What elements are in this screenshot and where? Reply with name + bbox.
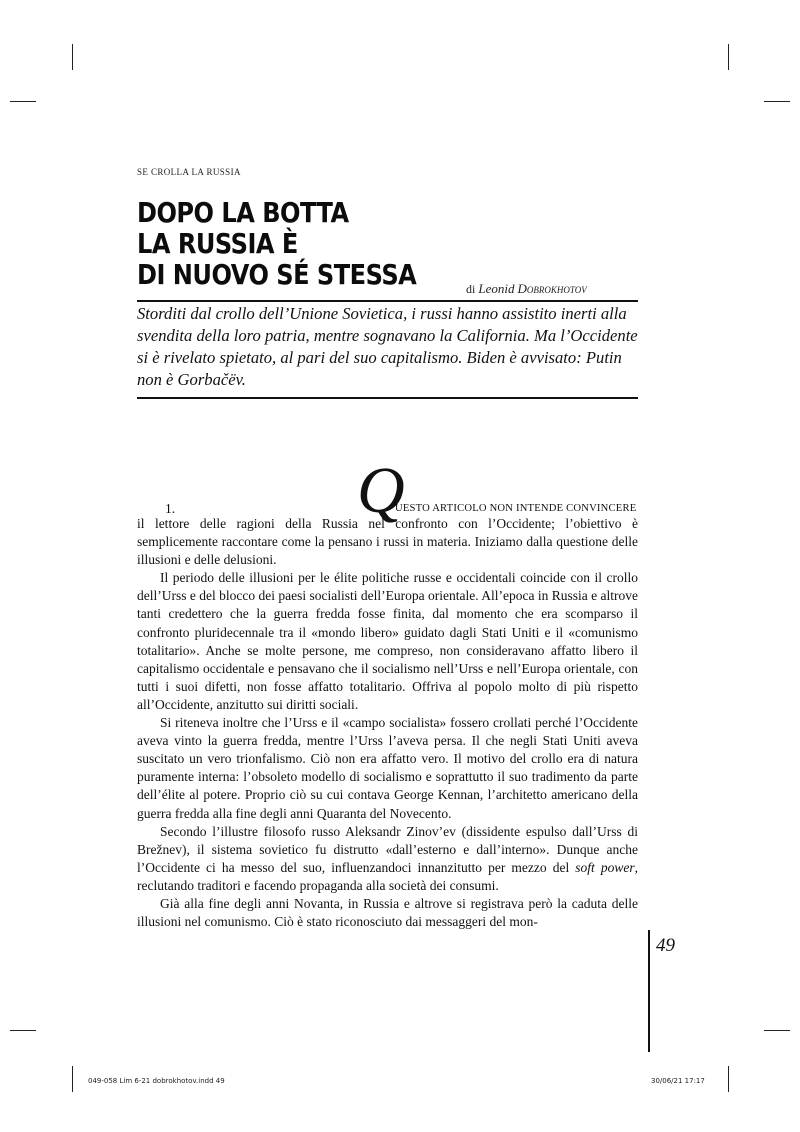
section-number: 1. xyxy=(165,501,176,516)
drop-cap: Q xyxy=(357,454,405,527)
section-label: SE CROLLA LA RUSSIA xyxy=(137,167,241,177)
body-text-run: Secondo l’illustre filosofo russo Aleksandr Zinov’ev (dissidente espulso dall’Urss di Brežnev), il sistema sovietico fu distrutto «dall’esterno e dall’interno». Dunque anche l’Occidente ci ha messo del suo, influenzandoci innanzitutto per mezzo del xyxy=(137,823,638,875)
file-slug: 049-058 Lim 6-21 dobrokhotov.indd 49 xyxy=(88,1077,225,1085)
body-text-run: , reclutando traditori e facendo propaganda alla società dei consumi. xyxy=(137,859,639,893)
title-line: DI NUOVO SÉ STESSA xyxy=(137,258,417,291)
title-line: DOPO LA BOTTA xyxy=(137,196,349,229)
crop-mark xyxy=(72,1066,73,1092)
crop-mark xyxy=(72,44,73,70)
body-paragraph: Già alla fine degli anni Novanta, in Russia e altrove si registrava però la caduta delle illusioni nel comunismo. Ciò è stato riconosciuto dai messaggeri del mon- xyxy=(137,895,638,930)
author-byline xyxy=(466,281,587,297)
emphasis-soft-power: soft power xyxy=(575,859,635,875)
crop-mark xyxy=(10,1030,36,1031)
lead-in-caps: UESTO ARTICOLO NON INTENDE CONVINCERE xyxy=(395,503,637,514)
crop-mark xyxy=(728,44,729,70)
page-number: 49 xyxy=(656,935,675,956)
page-side-rule xyxy=(648,930,650,1052)
crop-mark xyxy=(728,1066,729,1092)
author-first-name: Leonid xyxy=(478,281,515,296)
body-paragraph: Si riteneva inoltre che l’Urss e il «campo socialista» fossero crollati perché l’Occidente aveva vinto la guerra fredda, mentre l’Urss l’aveva persa. Il che negli Stati Uniti aveva suscitato un vero trionfalismo. Ciò non era affatto vero. Il motivo del crollo era di natura puramente interna: l’obsoleto modello di socialismo e soprattutto il suo tradimento da parte dell’élite al potere. Proprio ciò su cui contava George Kennan, l’architetto americano della guerra fredda alla fine degli anni Quaranta del Novecento. xyxy=(137,715,638,821)
crop-mark xyxy=(10,101,36,102)
print-timestamp: 30/06/21 17:17 xyxy=(651,1077,705,1085)
author-prefix: di xyxy=(466,282,476,296)
body-paragraph xyxy=(137,823,638,895)
article-title xyxy=(137,197,416,290)
body-paragraph: Il periodo delle illusioni per le élite politiche russe e occidentali coincide con il crollo dell’Urss e del blocco dei paesi socialisti dell’Europa orientale. All’epoca in Russia e altrove tanti credettero che la guerra fredda fosse finita, dal momento che era scomparso il confronto pluridecennale tra il «mondo libero» guidato dagli Stati Uniti e il «comunismo totalitario». Anche se molte persone, me compreso, non consideravano affatto libero il capitalismo occidentale e pensavano che il socialismo nell’Urss e nell’Europa orientale, con tutti i suoi difetti, non fosse affatto totalitario. Offriva al popolo molto di più rispetto all’Occidente, anzitutto sui diritti sociali. xyxy=(137,570,638,712)
title-line: LA RUSSIA È xyxy=(137,227,298,260)
subtitle-top-rule xyxy=(137,300,638,302)
crop-mark xyxy=(764,101,790,102)
author-last-name: Dobrokhotov xyxy=(517,281,587,296)
article-subtitle: Storditi dal crollo dell’Unione Sovietica, i russi hanno assistito inerti alla svendita della loro patria, mentre sognavano la California. Ma l’Occidente si è rivelato spietato, al pari del suo capitalismo. Biden è avvisato: Putin non è Gorbačëv. xyxy=(137,304,638,389)
subtitle-bottom-rule xyxy=(137,397,638,399)
crop-mark xyxy=(764,1030,790,1031)
body-paragraph: il lettore delle ragioni della Russia nel confronto con l’Occidente; l’obiettivo è semplicemente raccontare come la pensano i russi in materia. Iniziamo dalla questione delle illusioni e delle delusioni. xyxy=(137,516,638,568)
article-body xyxy=(137,515,638,931)
